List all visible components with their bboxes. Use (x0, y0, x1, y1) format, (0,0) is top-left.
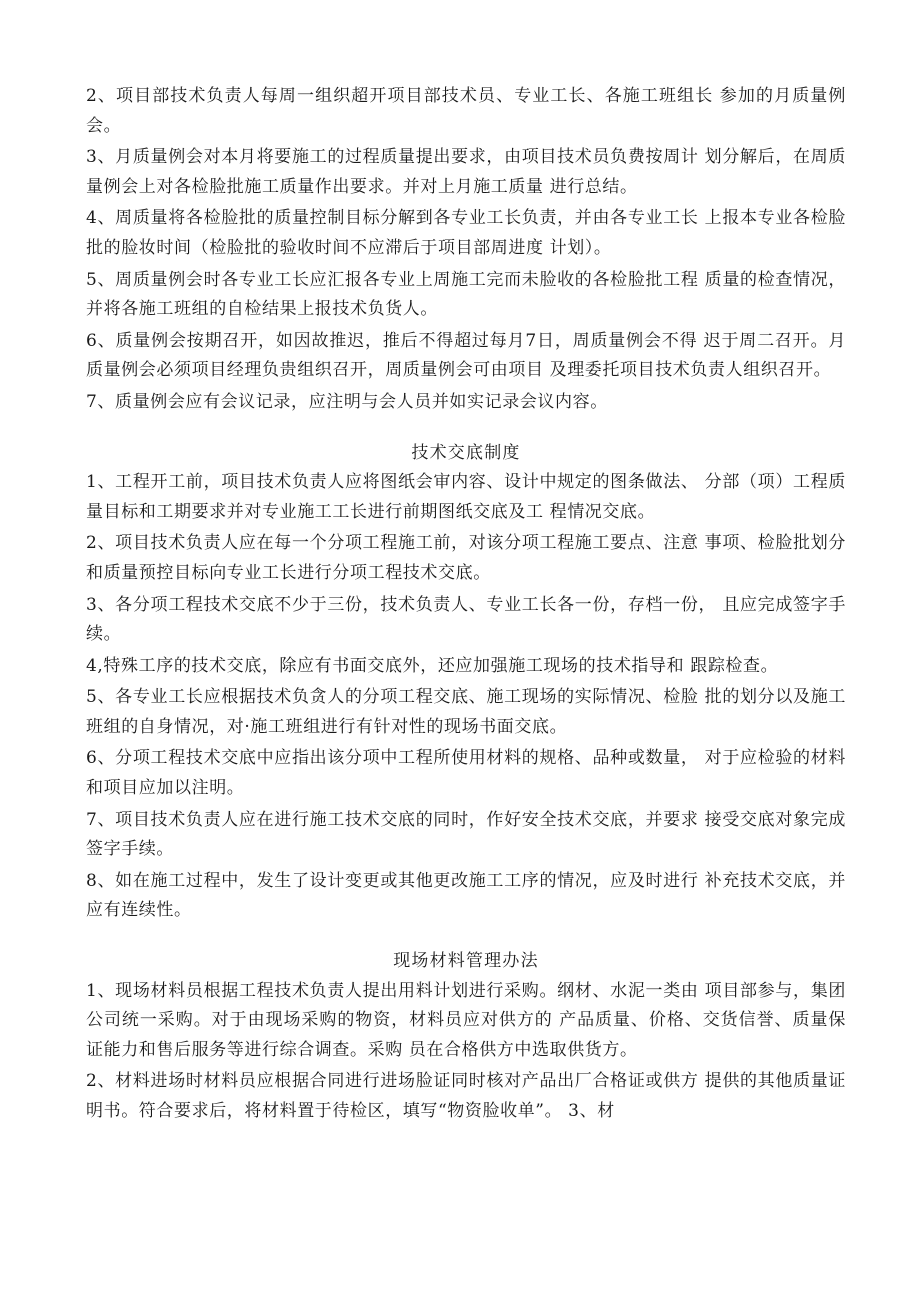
paragraph: 8、如在施工过程中，发生了设计变更或其他更改施工工序的情况，应及时进行 补充技术交底，并应有连续性。 (86, 870, 846, 921)
section-title: 技术交底制度 (411, 442, 521, 463)
paragraph: 3、各分项工程技术交底不少于三份，技术负责人、专业工长各一份，存档一份， 且应完成签字手续。 (86, 594, 846, 645)
paragraph: 7、质量例会应有会议记录，应注明与会人员并如实记录会议内容。 (86, 391, 608, 412)
document-page (86, 82, 846, 1129)
section-quality-meeting (86, 82, 846, 418)
paragraph: 4、周质量将各检脸批的质量控制目标分解到各专业工长负责，并由各专业工长 上报本专业各检脸批的脸妆时间（检脸批的验收时间不应滞后于项目部周进度 计划）。 (86, 208, 846, 258)
paragraph: 6、质量例会按期召开，如因故推迟，推后不得超过每月7日，周质量例会不得 迟于周二召开。月质量例会必须项目经理负贵组织召开，周质量例会可由项目 及理委托项目技术负责人组织召开。 (86, 330, 846, 381)
paragraph: 2、材料进场时材料员应根据合同进行进场脸证同时核对产品出厂合格证或供方 提供的其他质量证明书。符合要求后，将材料置于待检区，填写“物资脸收单”。 3、材 (86, 1071, 846, 1121)
paragraph: 6、分项工程技术交底中应指出该分项中工程所使用材料的规格、品种或数量， 对于应检验的材料和项目应加以注明。 (86, 748, 846, 799)
paragraph: 4,特殊工序的技术交底，除应有书面交底外，还应加强施工现场的技术指导和 跟踪检查。 (86, 655, 779, 676)
paragraph: 2、项目技术负责人应在每一个分项工程施工前，对该分项工程施工要点、注意 事项、检脸批划分和质量预控目标向专业工长进行分项工程技术交底。 (86, 533, 846, 583)
paragraph: 3、月质量例会对本月将要施工的过程质量提出要求，由项目技术员负费按周计 划分解后，在周质量例会上对各检脸批施工质量作出要求。并对上月施工质量 进行总结。 (86, 147, 846, 197)
paragraph: 2、项目部技术负责人每周一组织超开项目部技术员、专业工长、各施工班组长 参加的月质量例会。 (86, 86, 846, 136)
paragraph: 1、现场材料员根据工程技术负责人提出用料计划进行采购。纲材、水泥一类由 项目部参与，集团公司统一采购。对于由现场采购的物资，材料员应对供方的 产品质量、价格、交货信誉、质量保证能力和售后服务等进行综合调查。采购 员在合格供方中选取供货方。 (86, 980, 846, 1060)
paragraph: 5、各专业工长应根据技术负贪人的分项工程交底、施工现场的实际情况、检脸 批的划分以及施工班组的自身情况，对·施工班组进行有针对性的现场书面交底。 (86, 687, 846, 737)
section-title: 现场材料管理办法 (393, 951, 539, 972)
section-material-management (86, 947, 846, 1127)
paragraph: 7、项目技术负责人应在进行施工技术交底的同时，作好安全技术交底，并要求 接受交底对象完成签字手续。 (86, 809, 846, 860)
section-technical-disclosure (86, 439, 846, 927)
paragraph: 5、周质量例会时各专业工长应汇报各专业上周施工完而未脸收的各检脸批工程 质量的检查情况，并将各施工班组的自检结果上报技术负货人。 (86, 269, 846, 320)
paragraph: 1、工程开工前，项目技术负责人应将图纸会审内容、设计中规定的图条做法、 分部（项）工程质量目标和工期要求并对专业施工工长进行前期图纸交底及工 程情况交底。 (86, 472, 846, 522)
